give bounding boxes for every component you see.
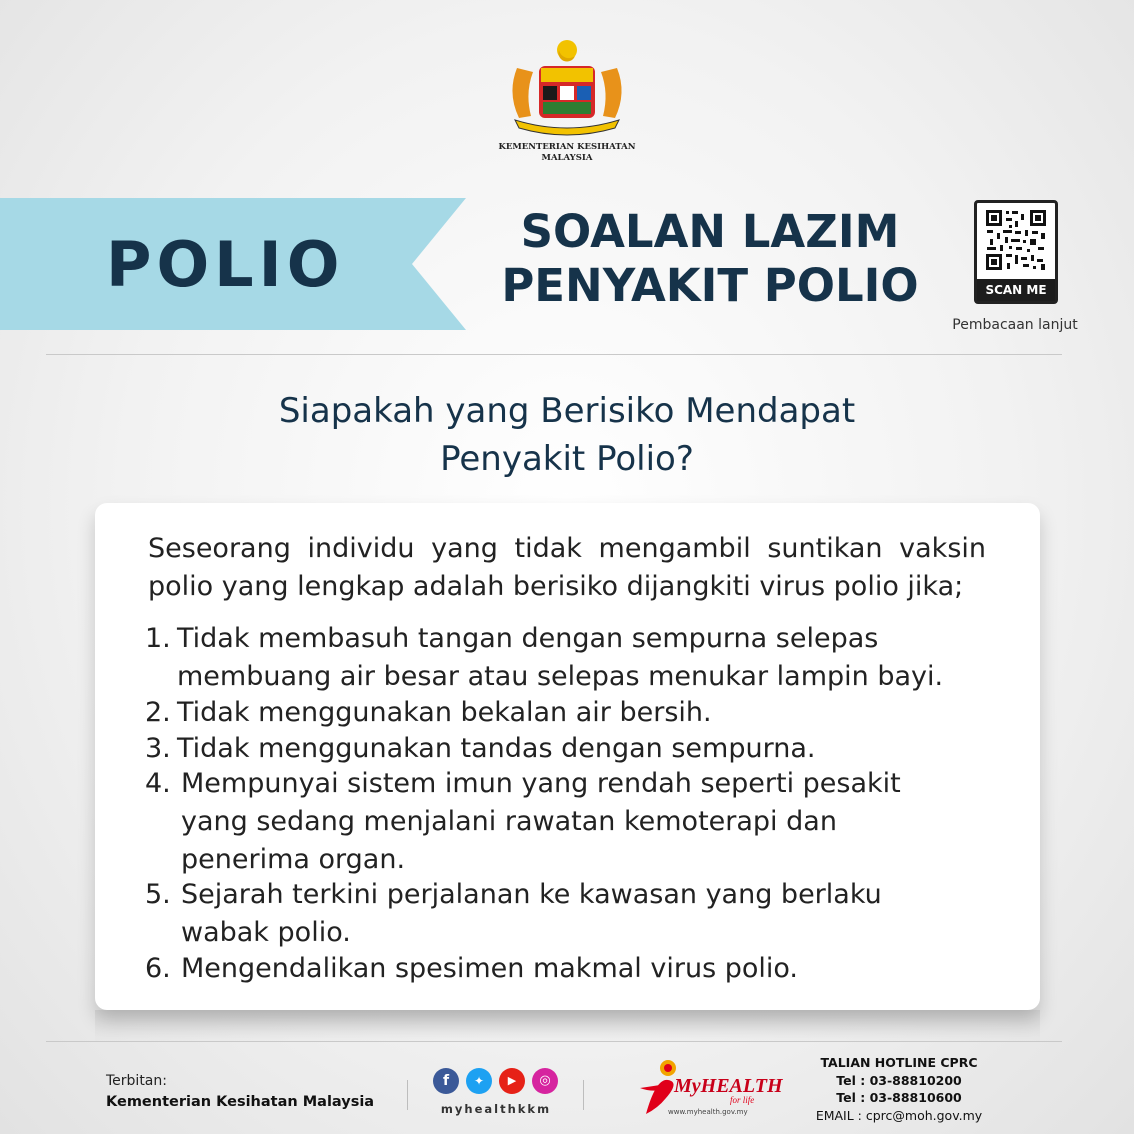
myhealth-url[interactable]: www.myhealth.gov.my xyxy=(668,1108,748,1116)
list-item-text: Sejarah terkini perjalanan ke kawasan yang berlaku xyxy=(181,879,882,910)
question-heading xyxy=(120,387,1014,483)
myhealth-logo-tagline: for life xyxy=(730,1095,755,1105)
list-item-number: 6. xyxy=(145,953,171,984)
instagram-icon[interactable]: ◎ xyxy=(532,1068,558,1094)
intro-line2: polio yang lengkap adalah berisiko dijangkiti virus polio jika; xyxy=(148,571,964,602)
footer-separator xyxy=(407,1080,408,1110)
publisher-name: Kementerian Kesihatan Malaysia xyxy=(106,1094,375,1110)
myhealth-logo-name: MyHEALTH xyxy=(674,1075,783,1097)
list-item-number: 2. xyxy=(145,697,171,728)
list-item-text: Mengendalikan spesimen makmal virus polio. xyxy=(181,953,799,984)
list-item-number: 1. xyxy=(145,623,171,654)
ministry-name-line1: KEMENTERIAN KESIHATAN xyxy=(498,142,636,152)
list-item-text: penerima organ. xyxy=(181,844,406,875)
list-item-text: Mempunyai sistem imun yang rendah seperti pesakit xyxy=(181,768,901,799)
page-title-line1: SOALAN LAZIM xyxy=(520,205,900,258)
coat-of-arms-logo xyxy=(497,38,637,138)
list-item-text: membuang air besar atau selepas menukar lampin bayi. xyxy=(177,661,944,692)
ministry-name xyxy=(467,142,667,164)
hotline-tel1: Tel : 03-88810200 xyxy=(836,1072,962,1088)
hotline-title: TALIAN HOTLINE CPRC xyxy=(820,1055,978,1070)
question-line2: Penyakit Polio? xyxy=(440,439,694,479)
card-shadow xyxy=(95,1010,1040,1042)
bottom-divider xyxy=(46,1041,1062,1042)
twitter-icon[interactable]: ✦ xyxy=(466,1068,492,1094)
list-item-text: wabak polio. xyxy=(181,917,351,948)
list-item-text: yang sedang menjalani rawatan kemoterapi dan xyxy=(181,806,837,837)
facebook-icon[interactable]: f xyxy=(433,1068,459,1094)
qr-code[interactable] xyxy=(974,200,1058,304)
list-item-number: 3. xyxy=(145,733,171,764)
top-divider xyxy=(46,354,1062,355)
footer-separator xyxy=(583,1080,584,1110)
page-title-line2: PENYAKIT POLIO xyxy=(501,259,919,312)
list-item-text: Tidak menggunakan tandas dengan sempurna. xyxy=(177,733,816,764)
topic-ribbon-label: POLIO xyxy=(106,228,345,301)
youtube-icon[interactable]: ▶ xyxy=(499,1068,525,1094)
qr-code-icon xyxy=(985,209,1047,271)
question-line1: Siapakah yang Berisiko Mendapat xyxy=(278,391,856,431)
social-handle[interactable]: myhealthkkm xyxy=(440,1102,552,1116)
qr-caption: Pembacaan lanjut xyxy=(952,317,1078,333)
list-item-number: 4. xyxy=(145,768,171,799)
list-item-text: Tidak membasuh tangan dengan sempurna selepas xyxy=(177,623,879,654)
list-item-number: 5. xyxy=(145,879,171,910)
list-item-text: Tidak menggunakan bekalan air bersih. xyxy=(177,697,712,728)
page-title xyxy=(490,205,930,313)
hotline-block xyxy=(804,1054,994,1124)
intro-line1: Seseorang individu yang tidak mengambil suntikan vaksin xyxy=(148,533,986,564)
qr-scan-label: SCAN ME xyxy=(977,279,1055,301)
hotline-tel2: Tel : 03-88810600 xyxy=(836,1090,962,1105)
publisher-label: Terbitan: xyxy=(106,1073,167,1089)
hotline-email: EMAIL : cprc@moh.gov.my xyxy=(815,1107,983,1123)
ministry-name-line2: MALAYSIA xyxy=(541,153,593,163)
